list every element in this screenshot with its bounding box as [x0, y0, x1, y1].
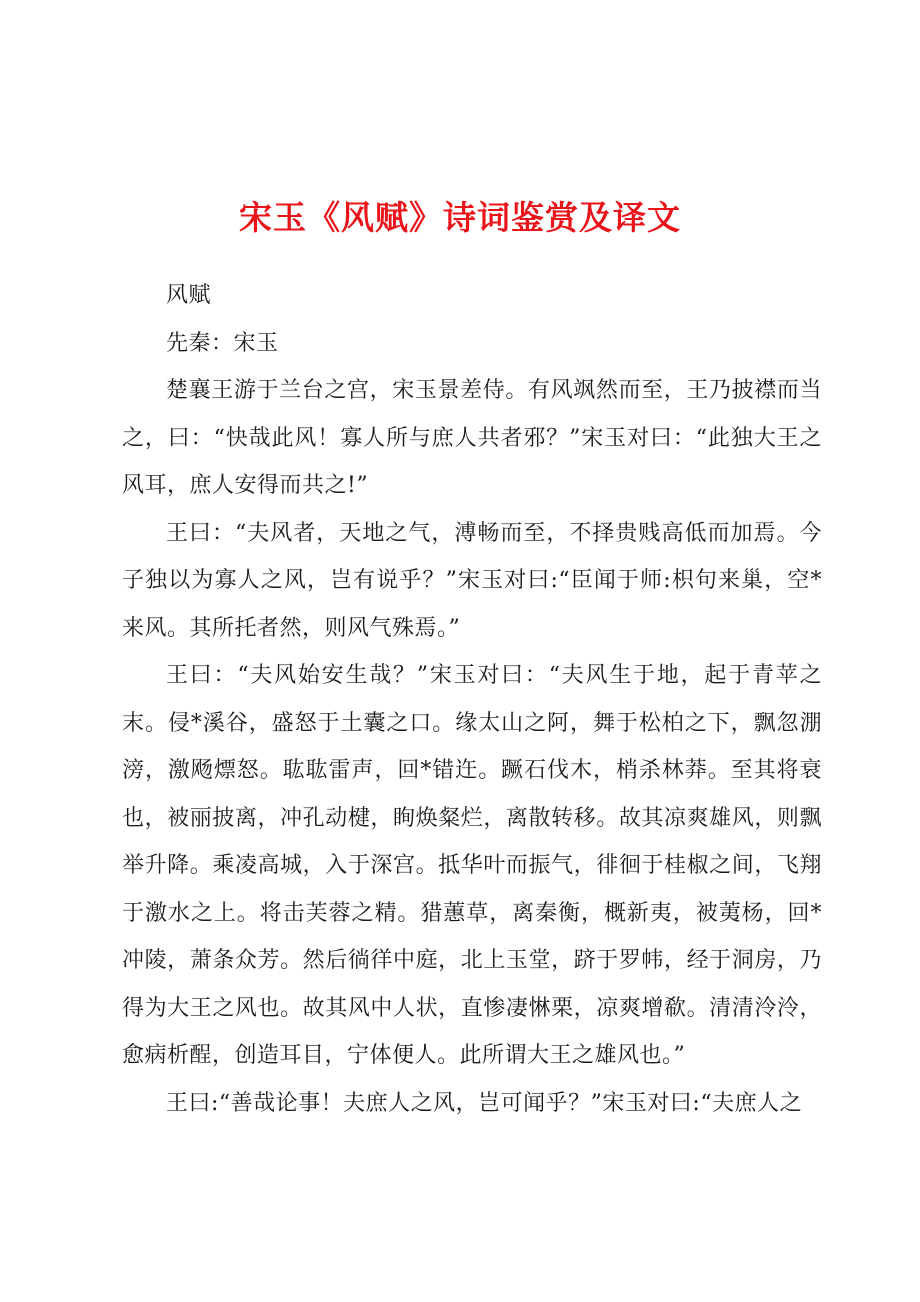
- poem-heading: 风赋: [166, 283, 212, 308]
- paragraph-2: 王曰：“夫风者，天地之气，溥畅而至，不择贵贱高低而加焉。今子独以为寡人之风，岂有说乎？”宋玉对曰:“臣闻于师:枳句来巢，空*来风。其所托者然，则风气殊焉。”: [122, 520, 822, 641]
- document-body: [122, 272, 822, 1127]
- paragraph-4: 王曰:“善哉论事！夫庶人之风，岂可闻乎？”宋玉对曰:“夫庶人之: [166, 1090, 803, 1116]
- document-title: 宋玉《风赋》诗词鉴赏及译文: [239, 198, 681, 237]
- author-line: 先秦：宋玉: [166, 330, 279, 356]
- paragraph-1: 楚襄王游于兰台之宫，宋玉景差侍。有风飒然而至，王乃披襟而当之，曰：“快哉此风！寡人所与庶人共者邪？”宋玉对曰：“此独大王之风耳，庶人安得而共之!”: [122, 378, 822, 498]
- paragraph-3: 王曰：“夫风始安生哉？”宋玉对曰：“夫风生于地，起于青苹之末。侵*溪谷，盛怒于土囊之口。缘太山之阿，舞于松柏之下，飘忽淜滂，激飏熛怒。耾耾雷声，回*错迕。蹶石伐木，梢杀林莽。至其将衰也，被丽披离，冲孔动楗，眴焕粲烂，离散转移。故其凉爽雄风，则飘举升降。乘凌高城，入于深宫。抵华叶而振气，徘徊于桂椒之间，飞翔于激水之上。将击芙蓉之精。猎蕙草，离秦衡，概新夷，被荑杨，回*冲陵，萧条众芳。然后徜徉中庭，北上玉堂，跻于罗帏，经于洞房，乃得为大王之风也。故其风中人状，直惨凄惏栗，凉爽增欷。清清泠泠，愈病析酲，创造耳目，宁体便人。此所谓大王之雄风也。”: [122, 663, 822, 1068]
